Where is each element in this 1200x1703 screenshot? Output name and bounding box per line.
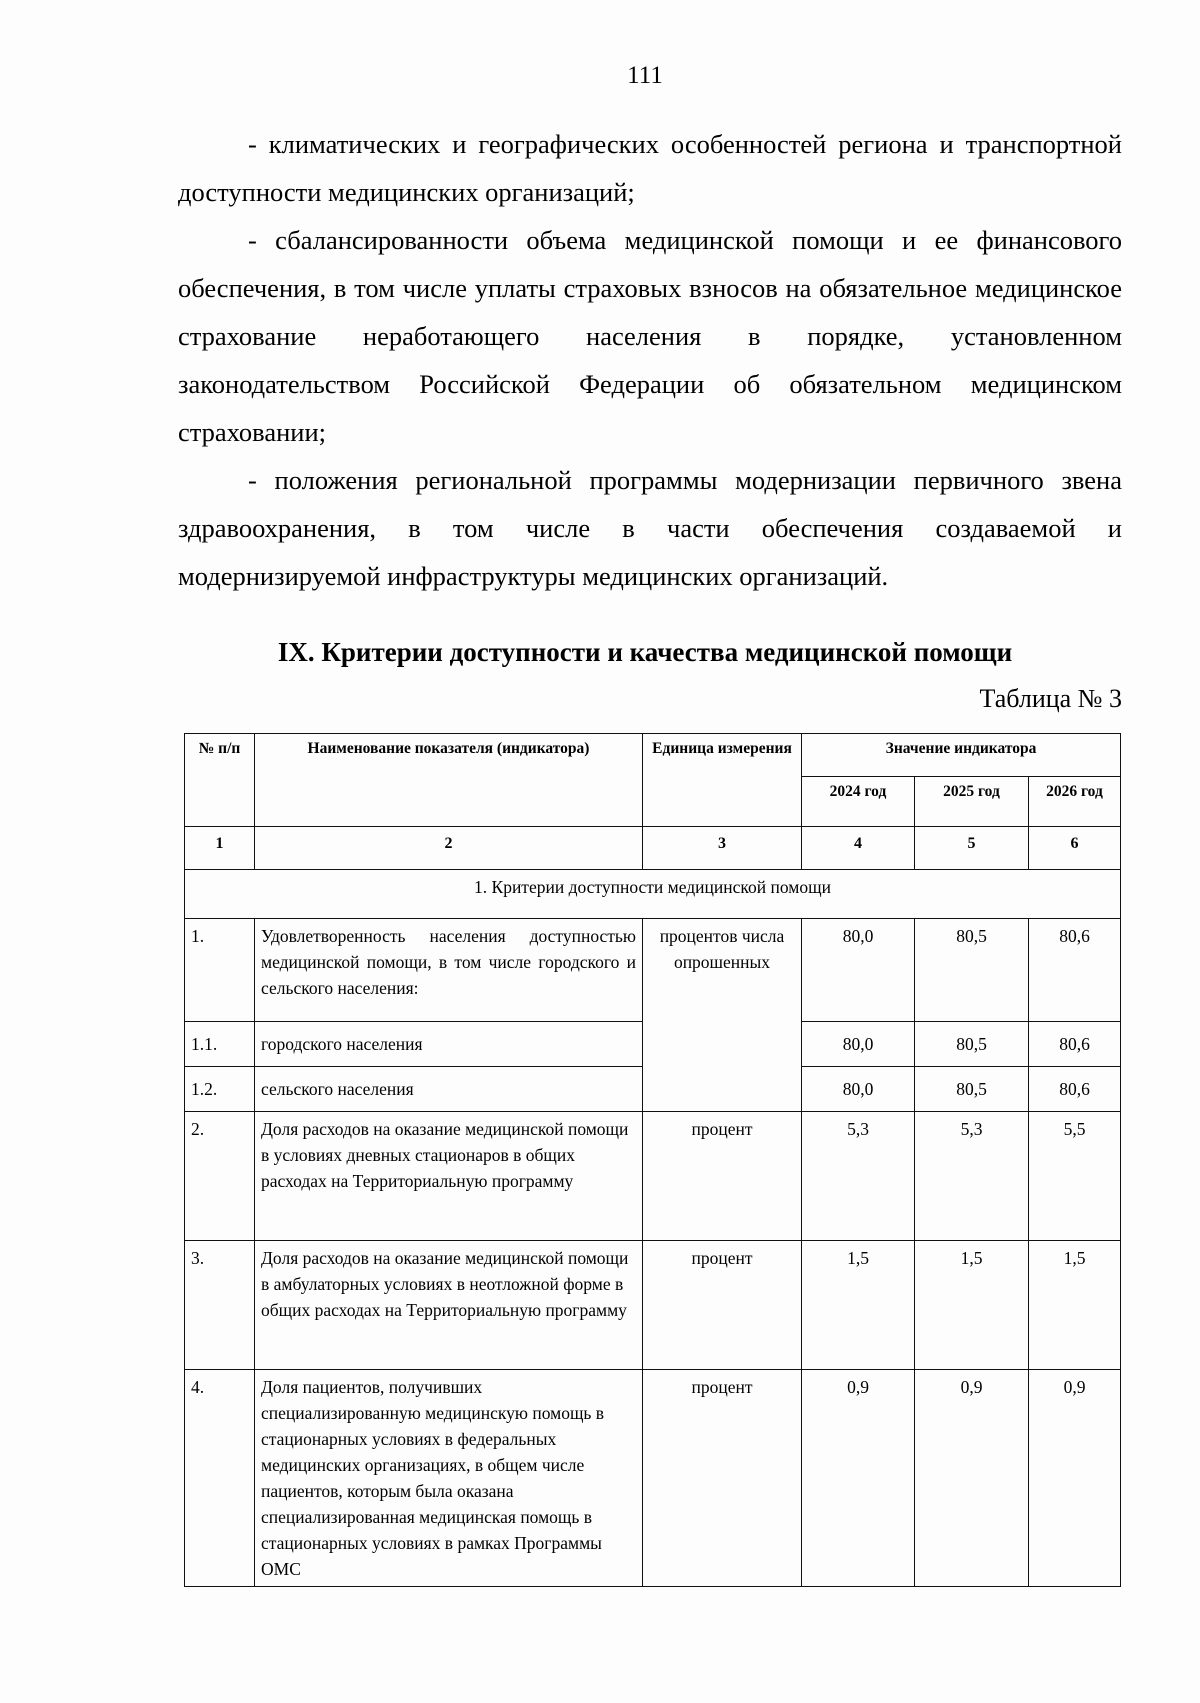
row-value-2025: 1,5 (915, 1241, 1029, 1370)
row-num: 1.1. (185, 1022, 255, 1067)
row-unit: процент (643, 1112, 802, 1241)
column-number: 3 (643, 827, 802, 870)
row-num: 2. (185, 1112, 255, 1241)
row-value-2025: 80,5 (915, 1067, 1029, 1112)
row-name: Доля расходов на оказание медицинской помощи в амбулаторных условиях в неотложной форме в общих расходах на Территориальную программу (255, 1241, 643, 1370)
section-heading-row: 1. Критерии доступности медицинской помощи (185, 870, 1121, 919)
row-value-2026: 80,6 (1029, 1022, 1121, 1067)
column-number: 4 (802, 827, 915, 870)
paragraph-modernization: - положения региональной программы модернизации первичного звена здравоохранения, в том числе в части обеспечения создаваемой и модернизируемой инфраструктуры медицинских организаций. (178, 465, 1122, 591)
row-unit: процентов числа опрошенных (643, 919, 802, 1112)
row-value-2026: 5,5 (1029, 1112, 1121, 1241)
row-value-2025: 0,9 (915, 1370, 1029, 1587)
header-unit: Единица измерения (643, 734, 802, 827)
row-name: Доля расходов на оказание медицинской помощи в условиях дневных стационаров в общих расходах на Территориальную программу (255, 1112, 643, 1241)
row-num: 1.2. (185, 1067, 255, 1112)
column-number: 2 (255, 827, 643, 870)
table-row (185, 1112, 1121, 1241)
row-name: Удовлетворенность населения доступностью медицинской помощи, в том числе городского и сельского населения: (255, 919, 643, 1022)
row-value-2025: 80,5 (915, 1022, 1029, 1067)
row-value-2024: 1,5 (802, 1241, 915, 1370)
column-number: 1 (185, 827, 255, 870)
header-year-2025: 2025 год (915, 777, 1029, 827)
row-value-2024: 80,0 (802, 1022, 915, 1067)
criteria-table (184, 733, 1121, 1587)
header-value-group: Значение индикатора (802, 734, 1121, 777)
column-number: 6 (1029, 827, 1121, 870)
section-title: IX. Критерии доступности и качества медицинской помощи (277, 637, 1013, 667)
paragraph-balance: - сбалансированности объема медицинской помощи и ее финансового обеспечения, в том числе уплаты страховых взносов на обязательное медицинское страхование неработающего населения в порядке, установленном законодательством Российской Федерации об обязательном медицинском страховании; (178, 225, 1122, 447)
row-unit: процент (643, 1241, 802, 1370)
header-name: Наименование показателя (индикатора) (255, 734, 643, 827)
table-row (185, 1370, 1121, 1587)
table-row (185, 1241, 1121, 1370)
row-value-2026: 80,6 (1029, 1067, 1121, 1112)
column-number-row (185, 827, 1121, 870)
page-number: 111 (627, 62, 663, 89)
row-num: 3. (185, 1241, 255, 1370)
table-label: Таблица № 3 (979, 684, 1122, 713)
row-name: городского населения (255, 1022, 643, 1067)
row-value-2024: 80,0 (802, 1067, 915, 1112)
header-year-2026: 2026 год (1029, 777, 1121, 827)
row-value-2026: 1,5 (1029, 1241, 1121, 1370)
row-unit: процент (643, 1370, 802, 1587)
row-value-2026: 80,6 (1029, 919, 1121, 1022)
row-num: 4. (185, 1370, 255, 1587)
column-number: 5 (915, 827, 1029, 870)
header-year-2024: 2024 год (802, 777, 915, 827)
row-value-2026: 0,9 (1029, 1370, 1121, 1587)
table-row (185, 919, 1121, 1022)
paragraph-climate: - климатических и географических особенностей региона и транспортной доступности медицинских организаций; (178, 129, 1122, 207)
row-value-2024: 0,9 (802, 1370, 915, 1587)
row-value-2025: 80,5 (915, 919, 1029, 1022)
row-name: сельского населения (255, 1067, 643, 1112)
row-name: Доля пациентов, получивших специализированную медицинскую помощь в стационарных условиях в федеральных медицинских организациях, в общем числе пациентов, которым была оказана специализированная медицинская помощь в стационарных условиях в рамках Программы ОМС (255, 1370, 643, 1587)
row-value-2025: 5,3 (915, 1112, 1029, 1241)
header-num: № п/п (185, 734, 255, 827)
row-value-2024: 5,3 (802, 1112, 915, 1241)
row-num: 1. (185, 919, 255, 1022)
row-value-2024: 80,0 (802, 919, 915, 1022)
